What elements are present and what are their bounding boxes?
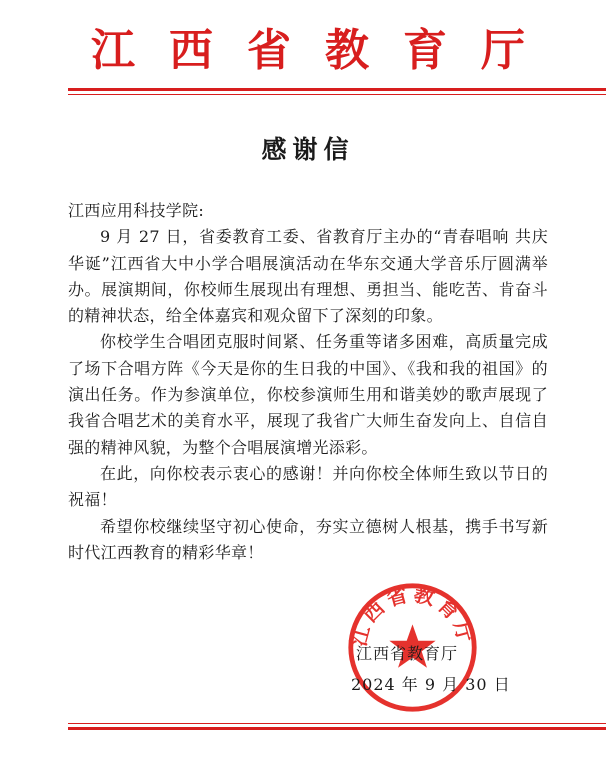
paragraph-3: 在此，向你校表示衷心的感谢！并向你校全体师生致以节日的祝福！ bbox=[68, 463, 548, 510]
footer-rule-thin bbox=[68, 723, 606, 724]
paragraph-2: 你校学生合唱团克服时间紧、任务重等诸多困难，高质量完成了场下合唱方阵《今天是你的生日我的中国》、《我和我的祖国》的演出任务。作为参演单位，你校参演师生用和谐美妙的歌声展现了我省合唱艺术的美育水平，展现了我省广大师生奋发向上、自信自强的精神风貌，为整个合唱展演增光添彩。 bbox=[68, 332, 548, 457]
salutation: 江西应用科技学院: bbox=[68, 201, 205, 220]
letter-title: 感谢信 bbox=[261, 135, 355, 164]
letter-body bbox=[68, 198, 548, 566]
signature: 江西省教育厅 bbox=[356, 644, 459, 663]
letterhead-rule-thin bbox=[68, 94, 606, 95]
letterhead-rule-thick bbox=[68, 88, 606, 91]
paragraph-1: 9 月 27 日，省委教育工委、省教育厅主办的“青春唱响 共庆华诞”江西省大中小学合唱展演活动在华东交通大学音乐厅圆满举办。展演期间，你校师生展现出有理想、勇担当、能吃苦、肯奋斗的精神状态，给全体嘉宾和观众留下了深刻的印象。 bbox=[68, 227, 548, 326]
seal-text-path: 江西省教育厅 bbox=[346, 581, 479, 649]
paragraph-4: 希望你校继续坚守初心使命，夯实立德树人根基，携手书写新时代江西教育的精彩华章！ bbox=[68, 516, 548, 562]
letterhead-title: 江西省教育厅 bbox=[91, 25, 559, 76]
letter-date: 2024 年 9 月 30 日 bbox=[351, 675, 511, 694]
footer-rule-thick bbox=[68, 727, 606, 730]
